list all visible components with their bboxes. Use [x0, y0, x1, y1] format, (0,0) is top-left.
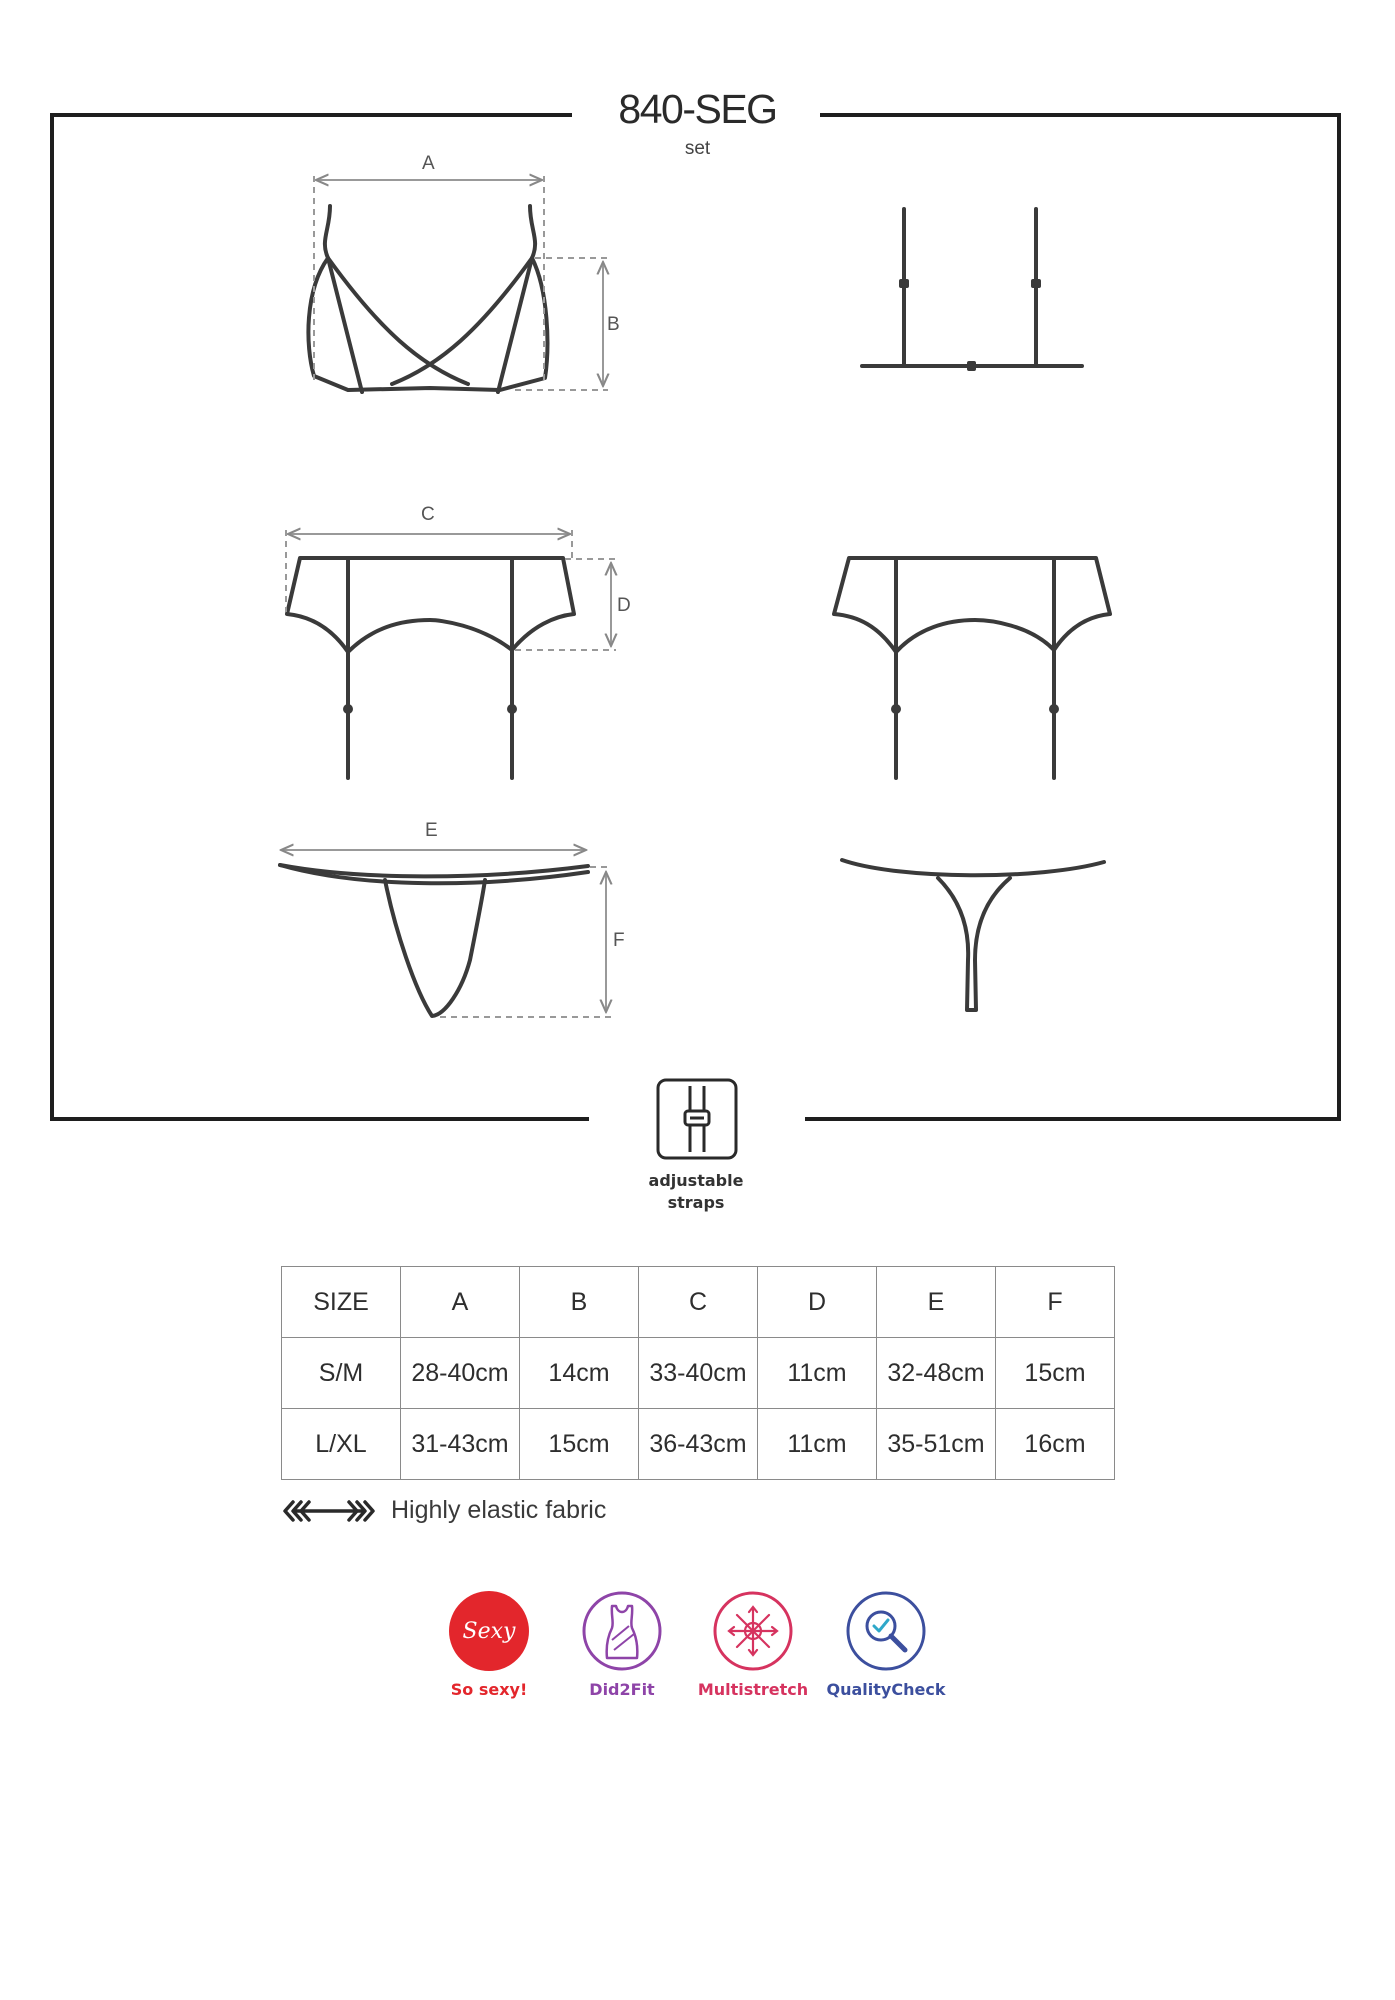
- header-cell: C: [639, 1267, 758, 1338]
- table-cell: 28-40cm: [401, 1338, 520, 1409]
- elastic-legend: [281, 1496, 606, 1525]
- thong-back-drawing: [842, 860, 1104, 1010]
- badge-multistretch: [688, 1590, 818, 1699]
- table-cell: L/XL: [282, 1409, 401, 1480]
- bra-back-drawing: [862, 209, 1082, 371]
- dimension-f: [440, 867, 612, 1017]
- bra-front-drawing: [308, 206, 547, 392]
- table-cell: 15cm: [520, 1409, 639, 1480]
- badge-label: So sexy!: [450, 1680, 528, 1699]
- header-cell: A: [401, 1267, 520, 1338]
- table-cell: 36-43cm: [639, 1409, 758, 1480]
- magnifier-check-icon: [845, 1590, 927, 1672]
- table-cell: 35-51cm: [877, 1409, 996, 1480]
- badge-label: QualityCheck: [826, 1680, 946, 1699]
- header-cell: F: [996, 1267, 1115, 1338]
- frame-bottom-left: [50, 1117, 589, 1121]
- badge-quality-check: [821, 1590, 951, 1699]
- thong-front-drawing: [280, 865, 588, 1016]
- dim-label-e: E: [425, 820, 438, 841]
- badge-label: Multistretch: [697, 1680, 809, 1699]
- legend-text: Highly elastic fabric: [391, 1496, 607, 1524]
- table-cell: 11cm: [758, 1338, 877, 1409]
- feature-line-2: straps: [667, 1193, 725, 1212]
- dim-label-a: A: [422, 153, 435, 174]
- table-cell: 14cm: [520, 1338, 639, 1409]
- badge-label: Did2Fit: [589, 1680, 655, 1699]
- dim-label-f: F: [613, 930, 625, 951]
- table-row: [282, 1409, 1115, 1480]
- table-cell: 32-48cm: [877, 1338, 996, 1409]
- multistretch-arrows-icon: [712, 1590, 794, 1672]
- stretch-arrows-icon: [281, 1499, 377, 1523]
- header-cell: SIZE: [282, 1267, 401, 1338]
- header-cell: D: [758, 1267, 877, 1338]
- garter-belt-front-drawing: [287, 558, 574, 778]
- sexy-badge-icon: [448, 1590, 530, 1672]
- adjustable-straps-label: [596, 1170, 796, 1214]
- frame-bottom-right: [805, 1117, 1341, 1121]
- feature-line-1: adjustable: [648, 1171, 744, 1190]
- table-cell: 31-43cm: [401, 1409, 520, 1480]
- product-code: 840-SEG: [618, 86, 777, 132]
- dimension-c: [286, 530, 572, 612]
- table-cell: 16cm: [996, 1409, 1115, 1480]
- dim-label-c: C: [421, 504, 435, 525]
- size-table: [281, 1266, 1115, 1480]
- table-header-row: [282, 1267, 1115, 1338]
- adjustable-strap-icon: [656, 1078, 738, 1160]
- table-cell: S/M: [282, 1338, 401, 1409]
- badge-icon-text: Sexy: [462, 1619, 516, 1644]
- dim-label-d: D: [617, 595, 631, 616]
- product-subtitle: set: [684, 138, 711, 159]
- dress-icon: [581, 1590, 663, 1672]
- table-cell: 11cm: [758, 1409, 877, 1480]
- dim-label-b: B: [607, 314, 620, 335]
- garter-belt-back-drawing: [834, 558, 1110, 778]
- badge-did2fit: [557, 1590, 687, 1699]
- table-cell: 15cm: [996, 1338, 1115, 1409]
- header-cell: B: [520, 1267, 639, 1338]
- table-row: [282, 1338, 1115, 1409]
- badge-so-sexy: [424, 1590, 554, 1699]
- header-cell: E: [877, 1267, 996, 1338]
- table-cell: 33-40cm: [639, 1338, 758, 1409]
